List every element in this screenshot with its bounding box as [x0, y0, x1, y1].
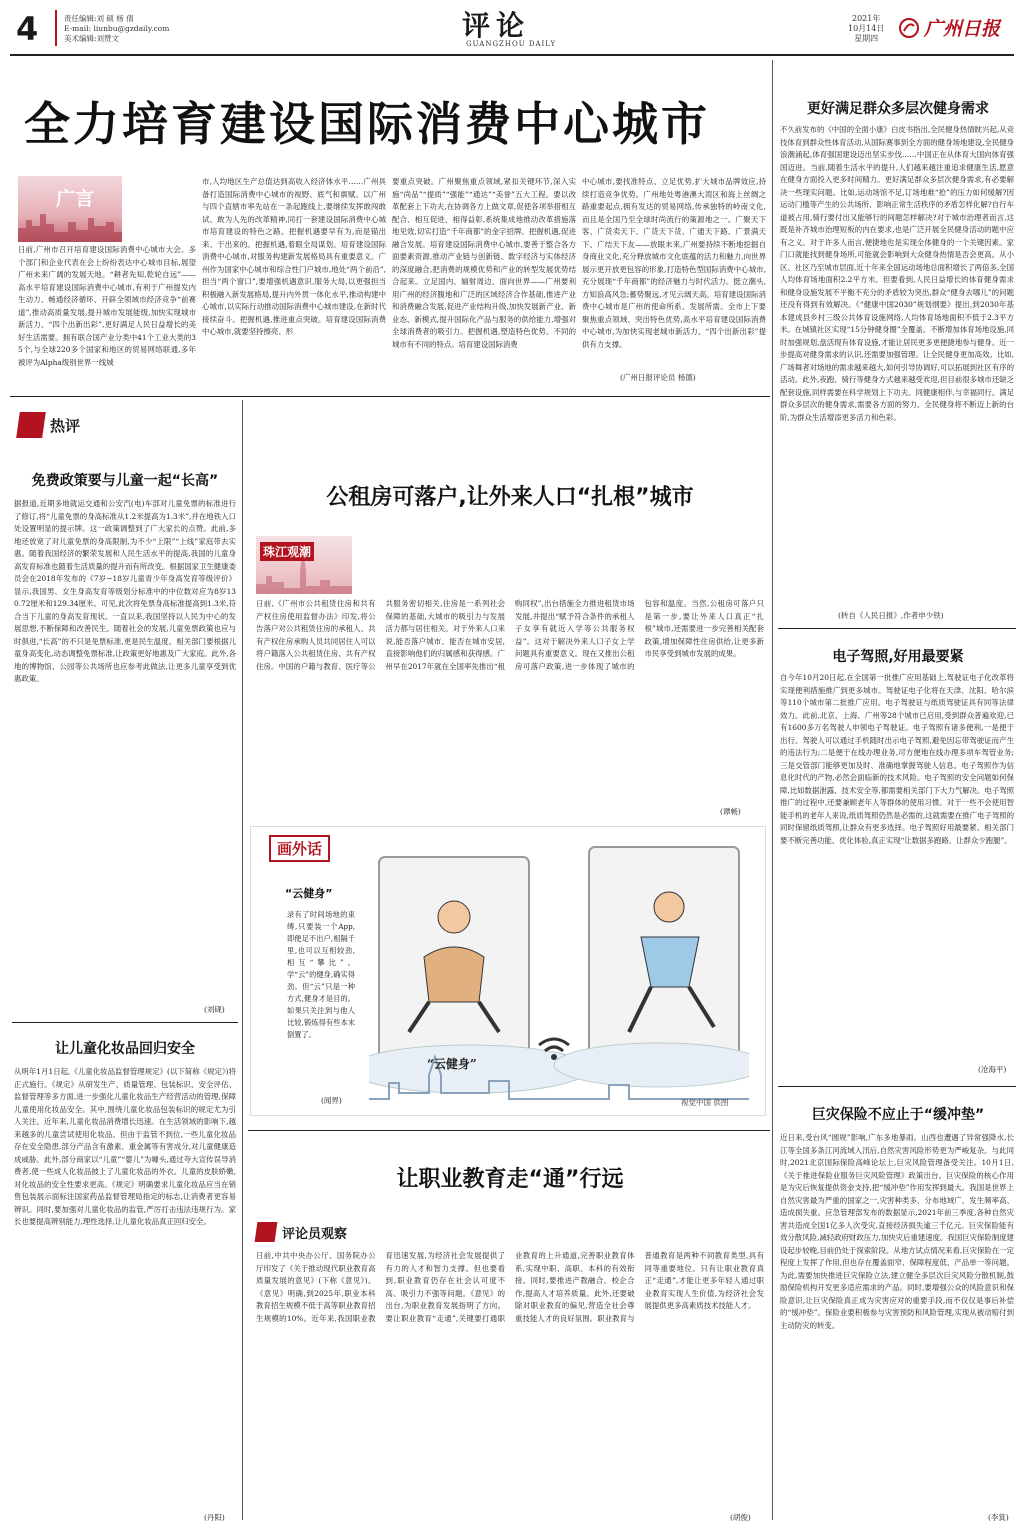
masthead-text: 广州日报: [924, 18, 1001, 40]
left-byline-1: (刘砚): [204, 1005, 225, 1014]
main-bottom-rule: [10, 396, 770, 397]
date-day: 10月14日: [848, 24, 885, 33]
main-col4: 中心城市,要找准特点、立足优势,扩大城市品牌效应,持续打造竞争优势。广州地处粤港澳大湾区和海上丝绸之路重要起点,拥有发达的贸易网络,传承独特的岭南文化,而且是全国乃至全球时尚流行的策源地之一。广聚天下客、广货卖天下、广货天下货、广通天下路、广景满天下、广结天下友——放眼未来,广州要持续不断地挖掘自身商业文化,充分释放城市文化底蕴的活力和魅力,向世界展示更开放更包容的形象,打造特色型国际消费中心城市,充分展现“千年商都”的经济魅力与时代活力。挺立潮头,方知浪高风急;蓄势聚远,才见云阔天高。培育建设国际消费中心城市是广州的使命所系、发展所需。全市上下要聚焦重点领域、突出特色优势,高水平培育建设国际消费中心城市,为加快实现老城市新活力、“四个出新出彩”提供有力支撑。: [582, 177, 766, 349]
right-title-2: 电子驾照,好用最要紧: [832, 649, 964, 665]
left-title-1: 免费政策要与儿童一起“长高”: [31, 473, 219, 489]
left-byline-2: (丹阳): [204, 1513, 225, 1522]
cartoon-illustration: [369, 837, 749, 1107]
editor-line3: 美术编辑:刘赞文: [64, 34, 120, 43]
rental-byline: (谭畅): [720, 807, 741, 816]
left-title-2: 让儿童化妆品回归安全: [55, 1041, 195, 1057]
rental-text: 日前,《广州市公共租赁住房和共有产权住房使用监督办法》印发,将公告落户对公共租赁住房的承租人、共有产权住房承购人员共同居住人可以将户籍落入公共租赁住房、共有产权住房。中国的户籍与教育、医疗等公共服务密切相关,住房是一系列社会保障的基础,大城市的吸引力与发展活力都与居住相关。对于外来人口来说,能否落户城市、能否在城市安居,直接影响他们的归属感和获得感。广州早在2017年就在全国率先推出“租购同权”,出台措施全力推进租赁市场发展,并提出“赋予符合条件的承租人子女享有就近入学等公共服务权益”。这对于解决外来人口子女上学问题具有重要意义。现在又推出公租房可落户政策,进一步体现了城市的包容和温度。当然,公租房可落户只是第一步,要让外来人口真正“扎根”城市,还需要进一步完善相关配套政策,增加保障性住房供给,让更多新市民享受到城市发展的成果。: [256, 599, 764, 671]
cartoon-byline: (闻界): [321, 1096, 342, 1105]
right-rule-2: [778, 1086, 1016, 1087]
masthead-logo: [898, 14, 1000, 41]
vocational-tag-label: 评论员观察: [282, 1226, 348, 1242]
left-rule-1: [12, 1022, 238, 1023]
right-rule-1: [778, 628, 1016, 629]
right-text-3: 近日来,受台风“圆规”影响,广东多地暴雨。山西也遭遇了异常强降水,长江等全国多条江河流域入汛后,自然灾害风险形势更为严峻复杂。与此同时,2021北京国际保险高峰论坛上,巨灾风险管理备受关注。10月1日,《关于推进保险业服务巨灾风险管理》政策出台。巨灾保险的核心作用是为灾后恢复提供资金支持,把“缓冲垫”作用发挥到最大。我国是世界上自然灾害最为严重的国家之一,灾害种类多、分布地域广、发生频率高、造成损失重。应急管理部发布的数据显示,2021年前三季度,各种自然灾害共造成全国1亿多人次受灾,直接经济损失逾三千亿元。巨灾保险能有效分散风险,减轻政府财政压力,加快灾后重建速度。我国巨灾保险制度建设起步较晚,目前仍处于探索阶段。从地方试点情况来看,巨灾保险在一定程度上发挥了作用,但也存在覆盖面窄、保障程度低、产品单一等问题。为此,需要加快推进巨灾保险立法,建立健全多层次巨灾风险分散机制,鼓励保险机构开发更多适应需求的产品。同时,要增强公众的风险意识和保险意识,让巨灾保险真正成为灾害应对的重要手段,而不仅仅是事后补偿的“缓冲垫”。保险业要积极参与灾害预防和风险管理,实现从被动赔付到主动防灾的转变。: [780, 1133, 1014, 1330]
pen-icon: [16, 412, 46, 438]
header-accent: [55, 10, 57, 46]
main-col1: 日前,广州市召开培育建设国际消费中心城市大会。多个部门和企业代表在会上纷纷表达中心城市目标,展望广州未来广阔的发展天地。“耕者先知,乾轮自远”——高水平培育建设国际消费中心城市,有利于广州提发内生动力、畅通经济循环、开辟全领域市经济竞争“前赛道”,推动高质量发展,提升城市发展能级,加快实现城市新活力、“四个出新出彩”,更好满足人民日益增长的美好生活需要。拥有联合国产业分类中41个工业大类的35个,与全球220多个国家和地区的贸易网络联通,多年被评为Alpha级别世界一线城: [18, 245, 196, 367]
main-col2: 市,人均地区生产总值达到高收入经济体水平……广州具备打造国际消费中心城市的视野、底气和禀赋。以广州与四个直辖市率先站在一条起跑线上,要继续发挥敢闯敢试、敢为人先的改革精神,同打一套建设国际消费中心城市培育建设的特色之路。把握机遇要早有为,而是锚出来、干出来的。把握机遇,着眼全局谋划。培育建设国际消费中心城市,对服务构建新发展格局具有重要意义。广州作为国家中心城市和综合性门户城市,地处“两个前沿”,担当“两个窗口”,要增强机遇意识,服务大局,以更强担当积极融入新发展格局,提升内外贯一体化水平,推动构建中心城市,以实际行动推动国际消费中心城市建设,在新时代接续奋斗。把握机遇,推进重点突破。培育建设国际消费中心城市,就要坚持擦亮、形: [202, 177, 386, 336]
cartoon-credit: 视觉中国 供图: [681, 1098, 729, 1107]
vocational-text: 日前,中共中央办公厅、国务院办公厅印发了《关于推动现代职业教育高质量发展的意见》(下称《意见》)。《意见》明确,到2025年,职业本科教育招生规模不低于高等职业教育招生规模的10%。近年来,我国职业教育迅速发展,为经济社会发展提供了有力的人才和智力支撑。但也要看到,职业教育仍存在社会认可度不高、吸引力不强等问题。《意见》的出台,为职业教育发展指明了方向。要让职业教育“走通”,关键要打通职业教育的上升通道,完善职业教育体系,实现中职、高职、本科的有效衔接。同时,要推进产教融合、校企合作,提高人才培养质量。此外,还要破除对职业教育的偏见,营造全社会尊重技能人才的良好氛围。职业教育与普通教育是两种不同教育类型,具有同等重要地位。只有让职业教育真正“走通”,才能让更多年轻人通过职业教育实现人生价值,为经济社会发展提供更多高素质技术技能人才。: [256, 1251, 764, 1323]
right-byline-3: (李箕): [988, 1513, 1009, 1522]
cartoon-panel: [250, 826, 766, 1116]
section-title: 评论: [462, 9, 531, 42]
right-byline-2: (沧海平): [978, 1065, 1007, 1074]
vocational-top-rule: [248, 1130, 770, 1131]
rental-tag-label: 珠江观潮: [260, 542, 314, 561]
right-text-2: 自今年10月20日起,在全国第一批推广应用基础上,驾驶证电子化改革将实现便利措施推广到更多城市。驾驶证电子化将在天津、沈阳、哈尔滨等110个城市第二批推广应用。电子驾驶证与纸质驾驶证具有同等法律效力。此前,北京、上海、广州等28个城市已启用,受到群众普遍欢迎,已有1600多万名驾驶人申领电子驾驶证。电子驾照有诸多便利,一是便于出行。驾驶人可以通过手机随时出示电子驾照,避免因忘带驾驶证而产生的违法行为;二是便于在线办理业务,可方便地在线办理多项车驾管业务;三是交管部门能够更加及时、准确地掌握驾驶人信息。电子驾照作为信息化时代的产物,必然会面临新的技术风险。电子驾照的安全问题如何保障,比如数据泄露、技术安全等,都需要相关部门下大力气解决。电子驾照推广的过程中,还要兼顾老年人等群体的使用习惯。对于一些不会使用智能手机的老年人来说,纸质驾照仍然是必需的,这就需要在推广电子驾照的同时保留纸质驾照,让群众有更多选择。电子驾照好用最要紧。相关部门要不断完善功能、优化体验,真正实现“让数据多跑路、让群众少跑腿”。: [780, 673, 1014, 845]
left-text-1: 据报道,近期多地就运交通和公安汽(电)车部对儿童免票的标准进行了修订,将“儿童免票的身高标准从1.2米提高为1.3米”,并在地铁入口处设置明显的提示牌。这一政策调整到了广大家长的点赞。此前,多地还放宽了对儿童免票的身高限制,为不少“上限”“上线”家庭带去实惠。随着我国经济的繁荣发展和人民生活水平的提高,我国的儿童身高发育标准也随着生活质量的提升而有所改变。根据国家卫生健康委员会在2018年发布的《7岁~18岁儿童青少年身高发育等级评价》显示,我国男、女生身高发育等级划分标准中的中位数对应为8岁130.72厘米和129.34厘米。可见,此次将免票身高标准提高到1.3米,符合当下儿童的身高发育现状。一直以来,我国坚持以人民为中心的发展思想,不断保障和改善民生。随着社会的发展,儿童免票政策也应与时俱进,“长高”的不只是免票标准,更是民生温度。相关部门要根据儿童身高变化,动态调整免票标准,让政策更好地惠及广大家庭。此外,各地的博物馆、公园等公共场所也应参考此做法,让更多儿童享受到优惠政策。: [14, 499, 236, 683]
page-header: [10, 6, 1014, 52]
vocational-tag: [256, 1222, 347, 1242]
date-year: 2021年: [852, 14, 881, 23]
right-title-3: 巨灾保险不应止于“缓冲垫”: [811, 1107, 985, 1123]
vocational-byline: (胡俊): [730, 1513, 751, 1522]
editor-line1: 责任编辑:刘 硕 杨 倩: [64, 14, 134, 23]
masthead-emblem-icon: [898, 17, 920, 39]
editor-email: E-mail: liunbu@gzdaily.com: [64, 24, 170, 33]
cartoon-text: 录有了时间场地的束缚,只要装一个App,即便足不出户,相隔千里,也可以互相较劲,相互“攀比”。学“云”的健身,确实得劲。但“云”只是一种方式,健身才是目的。如果只关注到与他人比较,锻炼得有些本末倒置了。: [287, 910, 355, 1039]
cartoon-title: “云健身”: [285, 887, 333, 900]
vocational-headline: 让职业教育走“通”行远: [396, 1167, 624, 1192]
left-tag: [18, 412, 80, 438]
right-byline-1: (转自《人民日报》,作者申少铁): [838, 611, 944, 620]
left-text-2: 从明年1月1日起,《儿童化妆品监督管理规定》(以下简称《规定》)将正式施行。《规定》从研发生产、质量管理、包装标识、安全评估、监督管理等多方面,进一步强化儿童化妆品生产经营活动的管理,保障儿童使用化妆品安全。其中,围绕儿童化妆品包装标识的规定尤为引人关注。近年来,儿童化妆品消费增长迅速。在生活领域的影响下,越来越多的儿童尝试使用化妆品。但由于监管不到位,一些儿童化妆品存在安全隐患,部分产品含有激素、重金属等有害成分,对儿童健康造成威胁。此外,部分商家以“儿童”“婴儿”为噱头,通过夸大宣传误导消费者,使一些成人化妆品披上了儿童化妆品的外衣。儿童的皮肤娇嫩,对化妆品的安全性要求更高。《规定》明确要求儿童化妆品应当在销售包装展示面标注国家药品监督管理局指定的标志,让消费者更容易辨识。同时,要加强对儿童化妆品的监管,严厉打击违法违规行为。家长也要提高辨别能力,理性选择,让儿童化妆品真正回归安全。: [14, 1067, 236, 1226]
rental-headline: 公租房可落户,让外来人口“扎根”城市: [326, 485, 694, 510]
left-tag-label: 热评: [50, 416, 81, 435]
cartoon-tag: 画外话: [269, 835, 330, 862]
right-column-divider: [772, 60, 773, 1520]
pen-icon: [255, 1222, 278, 1242]
date-weekday: 星期四: [854, 34, 879, 43]
page-number: 4: [16, 10, 39, 48]
main-tag-image: [18, 176, 122, 242]
right-title-1: 更好满足群众多层次健身需求: [807, 101, 989, 117]
editor-info: [64, 14, 169, 44]
right-text-1: 不久前发布的《中国的全面小康》白皮书指出,全民健身热情眈兴起,从竞技体育到群众性体育活动,从国际赛事到全方面的健身场地建设,全民健身浪潮涌起,体育强国建设迈出坚实步伐……中国正在从体育大国向体育强国迈进。当前,随着生活水平的提升,人们越来越注重追求健康生活,愿意在健身方面投入更多时间精力。更好满足群众多层次健身需求,有必要解决一些现实问题。比如,运动场馆不足,订场地难“抢”的压力如何缓解?因运动门槛等产生的公共场所、影响正常生活秩序的矛盾怎样化解?自行车道被占用,骑行要付出又能够行的间题怎样解决?对于城市治理者而言,这既是补齐城市治理短板的内在要求,也是广泛开展全民健身活动的题中应有之义。对于许多人而言,便捷地也是实现全体健身的一个关键因素。家门口就能找到健身场所,可能就会影响到大众健身热情是否会更高。从小区、社区乃至城市层面,近十年来全国运动场地总面积增长了两倍多,全国人均体育场地面积2.2平方米。但要看到,人民日益增长的体育健身需求和健身设施发展不平衡不充分的矛盾较为突出,群众“健身去哪儿”的问题还没有得到有效解决。《“健康中国2030”规划纲要》提出,到2030年基本建成县乡村三级公共体育设施网络,人均体育场地面积不低于2.3平方米。在城镇社区实现“15分钟健身圈”全覆盖。不断增加体育场地设施,同时加强规划,盘活现有体育设施,才能让居民更多更便捷地参与健身。近一步提高对健身需求的认识,还需要加强管理。让全民健身更加高效。比如,广场舞者对场地的需求越来越大,如何引导协调好,可以拓展到社区有序的活动。此外,夜跑、骑行等健身方式越来越受欢迎,但目前很多城市还缺乏配套设施,同样需要在科学规划上下功夫。同健康相伴,与幸福同行。满足群众多层次的健身需求,需要各方面的努力。全民健身将不断迈上新的台阶,为群众生活增添更多活力和色彩。: [780, 125, 1014, 422]
cartoon-image-label: “云健身”: [427, 1057, 477, 1071]
main-headline: 全力培育建设国际消费中心城市: [24, 97, 710, 151]
rental-tag-image: [256, 536, 352, 594]
main-byline: (广州日报评论员 杨德): [620, 373, 696, 382]
main-tag-label: 广言: [56, 188, 95, 210]
section-title-en: GUANGZHOU DAILY: [466, 40, 557, 48]
header-rule: [10, 54, 1014, 56]
main-col3: 要重点突破。广州聚焦重点领域,紧扣关键环节,深入实施“尚品”“提质”“强能”“通达”“美誉”五大工程。要以改革配套上下功夫,在协调各方上做文章,促使各项举措相互配合、相互促进、相得益彰,系统集成地推动改革措施落地见效,切实打造“千年商都”的金字招牌。把握机遇,促进融合发展。培育建设国际消费中心城市,要善于整合各方面要素资源,推动产业链与创新链、数字经济与实体经济的深度融合,把消费的规模优势和产业的转型发展优势结合起来。立足国内、辐射周边、面向世界——广州要利用广州的经济腹地和广泛的区域经济合作基础,推进产业和消费融合发展,促进产业结构升级,加快发展新产业、新业态、新模式,提升国际化产品与服务的供给能力,增强对全球消费者的吸引力。把握机遇,塑造特色优势。不同的城市有不同的特点。培育建设国际消费: [392, 177, 576, 349]
date-block: [848, 14, 884, 44]
left-column-divider: [242, 400, 243, 1520]
